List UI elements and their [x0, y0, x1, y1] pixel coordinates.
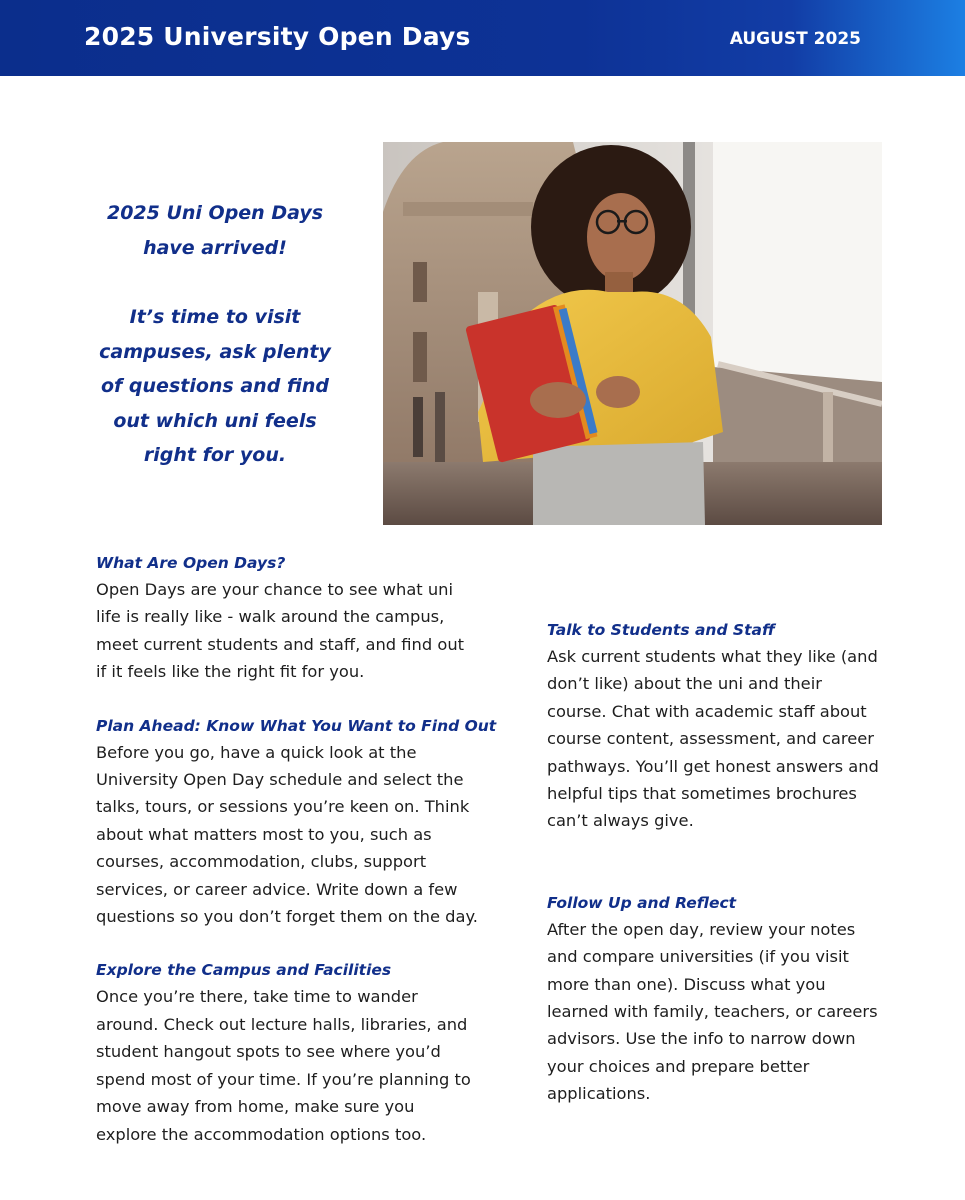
body-line: your choices and prepare better	[547, 1056, 810, 1076]
body-line: don’t like) about the uni and their	[547, 674, 822, 694]
body-line: Before you go, have a quick look at the	[96, 742, 417, 762]
body-line: helpful tips that sometimes brochures	[547, 784, 857, 804]
body-line: and compare universities (if you visit	[547, 947, 849, 967]
body-line: more than one). Discuss what you	[547, 974, 826, 994]
body-line: advisors. Use the info to narrow down	[547, 1029, 856, 1049]
section-follow-up	[547, 891, 937, 1108]
intro-line: right for you.	[143, 444, 287, 466]
body-line: services, or career advice. Write down a few	[96, 879, 458, 899]
body-line: courses, accommodation, clubs, support	[96, 852, 427, 872]
section-heading: What Are Open Days?	[96, 554, 286, 572]
intro-line: of questions and find	[101, 375, 329, 397]
body-line: student hangout spots to see where you’d	[96, 1042, 441, 1062]
section-heading: Explore the Campus and Facilities	[96, 961, 392, 980]
body-line: can’t always give.	[547, 811, 694, 831]
body-line: spend most of your time. If you’re planning to	[96, 1069, 471, 1089]
body-line: After the open day, review your notes	[547, 919, 856, 939]
intro-callout	[86, 196, 344, 473]
body-line: learned with family, teachers, or careers	[547, 1002, 878, 1022]
body-line: Open Days are your chance to see what uni	[96, 580, 454, 599]
section-heading: Plan Ahead: Know What You Want to Find Out	[96, 716, 497, 735]
section-plan-ahead	[96, 714, 497, 931]
body-line: talks, tours, or sessions you’re keen on. Think	[96, 797, 470, 817]
intro-line: out which uni feels	[113, 409, 317, 432]
section-talk-to-students	[547, 618, 937, 835]
hero-photo	[383, 142, 882, 525]
intro-line: have arrived!	[143, 236, 287, 259]
body-line: life is really like - walk around the campus,	[96, 607, 445, 627]
body-line: around. Check out lecture halls, libraries, and	[96, 1014, 468, 1034]
body-line: about what matters most to you, such as	[96, 824, 432, 844]
body-line: pathways. You’ll get honest answers and	[547, 756, 879, 776]
body-line: course. Chat with academic staff about	[547, 701, 867, 721]
issue-date: AUGUST 2025	[729, 29, 861, 49]
newsletter-title: 2025 University Open Days	[84, 22, 471, 51]
left-column	[96, 551, 497, 1148]
intro-line: campuses, ask plenty	[99, 340, 331, 363]
body-line: move away from home, make sure you	[96, 1097, 415, 1117]
section-what-are-open-days	[96, 551, 486, 686]
body-line: applications.	[547, 1084, 651, 1104]
section-body	[96, 983, 486, 1147]
body-line: meet current students and staff, and find out	[96, 634, 465, 654]
intro-line: 2025 Uni Open Days	[106, 202, 324, 224]
body-line: if it feels like the right fit for you.	[96, 662, 365, 682]
body-line: questions so you don’t forget them on the day.	[96, 907, 478, 927]
header-banner	[0, 0, 965, 76]
section-body	[547, 916, 937, 1108]
section-body	[547, 643, 937, 835]
right-column	[547, 618, 937, 1108]
body-line: course content, assessment, and career	[547, 729, 874, 749]
body-line: Ask current students what they like (and	[547, 647, 878, 666]
body-line: Once you’re there, take time to wander	[96, 987, 418, 1007]
body-line: explore the accommodation options too.	[96, 1124, 427, 1144]
intro-line: It’s time to visit	[129, 306, 301, 328]
section-body	[96, 576, 486, 686]
section-explore-campus	[96, 958, 486, 1147]
section-heading: Follow Up and Reflect	[547, 893, 737, 912]
section-heading: Talk to Students and Staff	[547, 621, 775, 639]
body-line: University Open Day schedule and select the	[96, 770, 464, 790]
section-body	[96, 739, 486, 931]
